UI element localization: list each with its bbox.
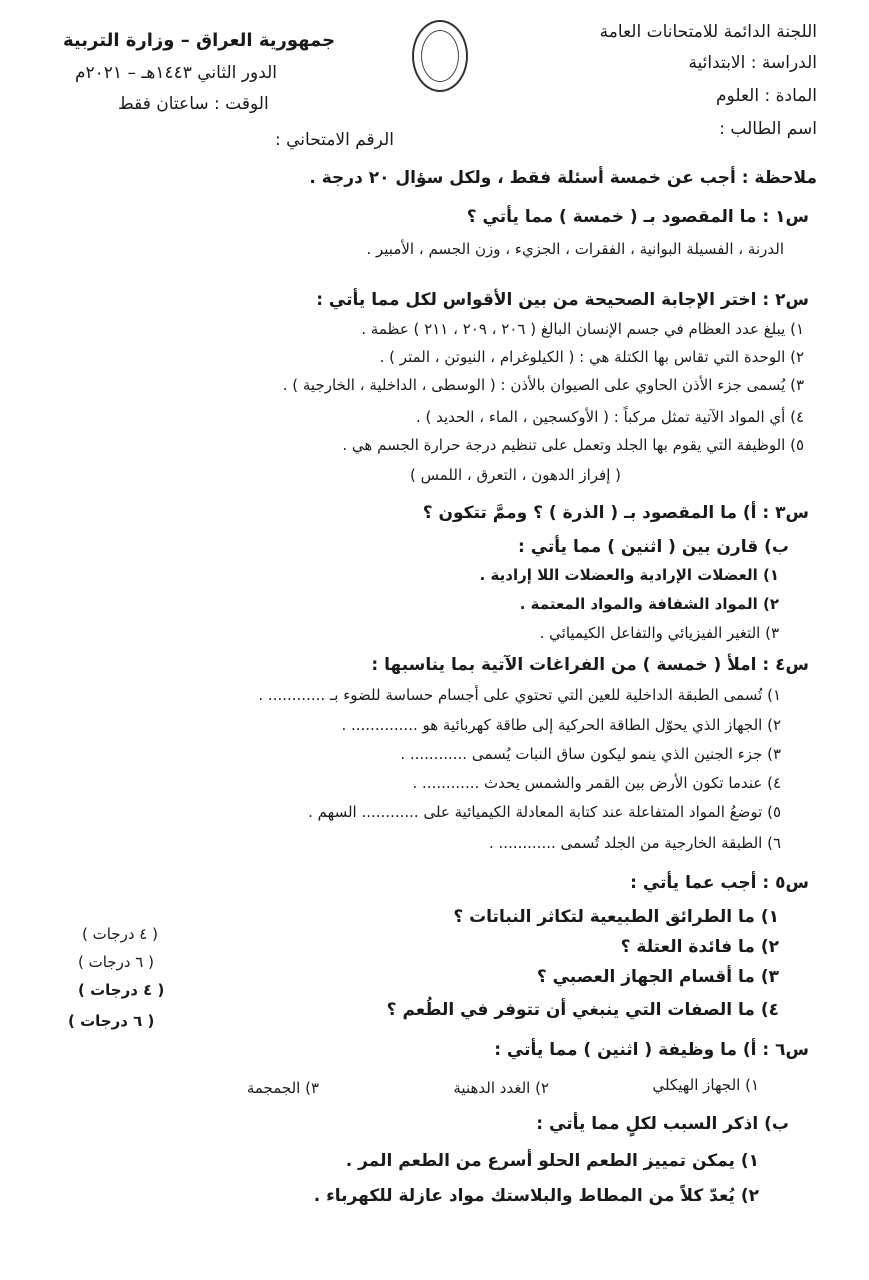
question-5-mark: ( ٦ درجات ) <box>68 1012 155 1030</box>
question-5-item: ٣) ما أقسام الجهاز العصبي ؟ <box>536 967 779 987</box>
question-4-item: ٥) توضعُ المواد المتفاعلة عند كتابة المعادلة الكيميائية على ............ السهم . <box>308 803 781 821</box>
question-2-item: ٢) الوحدة التي تقاس بها الكتلة هي : ( الكيلوغرام ، النيوتن ، المتر ) . <box>379 348 804 366</box>
question-4-item: ٢) الجهاز الذي يحوّل الطاقة الحركية إلى طاقة كهربائية هو .............. . <box>341 716 781 734</box>
student-name-label: اسم الطالب : <box>719 119 817 139</box>
question-3-item: ٢) المواد الشفافة والمواد المعتمة . <box>519 595 779 613</box>
exam-note: ملاحظة : أجب عن خمسة أسئلة فقط ، ولكل سؤال ٢٠ درجة . <box>309 168 817 188</box>
question-6-option: ٣) الجمجمة <box>246 1079 319 1097</box>
question-2-item: ٣) يُسمى جزء الأذن الحاوي على الصيوان بالأذن : ( الوسطى ، الداخلية ، الخارجية ) . <box>282 376 804 394</box>
question-1-terms: الدرنة ، الفسيلة البوانية ، الفقرات ، الجزيء ، وزن الجسم ، الأمبير . <box>366 240 784 258</box>
question-4-item: ٦) الطبقة الخارجية من الجلد تُسمى ............ . <box>489 834 781 852</box>
question-2-item: ٤) أي المواد الآتية تمثل مركباً : ( الأوكسجين ، الماء ، الحديد ) . <box>415 408 804 426</box>
question-4-item: ٤) عندما تكون الأرض بين القمر والشمس يحدث ............ . <box>412 774 781 792</box>
question-6a: س٦ : أ) ما وظيفة ( اثنين ) مما يأتي : <box>494 1040 809 1060</box>
question-4-item: ٣) جزء الجنين الذي ينمو ليكون ساق النبات يُسمى ............ . <box>400 745 781 763</box>
question-4-item: ١) تُسمى الطبقة الداخلية للعين التي تحتوي على أجسام حساسة للضوء بـ ............ . <box>258 686 781 704</box>
question-5-title: س٥ : أجب عما يأتي : <box>630 873 809 893</box>
question-3-item: ١) العضلات الإرادية والعضلات اللا إرادية . <box>479 566 779 584</box>
question-5-item: ٤) ما الصفات التي ينبغي أن تتوفر في الطُعم ؟ <box>386 1000 779 1020</box>
question-2-item: ٥) الوظيفة التي يقوم بها الجلد وتعمل على تنظيم درجة حرارة الجسم هي . <box>342 436 804 454</box>
question-2-title: س٢ : اختر الإجابة الصحيحة من بين الأقواس لكل مما يأتي : <box>316 290 809 310</box>
committee-name: اللجنة الدائمة للامتحانات العامة <box>599 22 817 42</box>
ministry-seal <box>412 20 468 92</box>
question-5-item: ٢) ما فائدة العتلة ؟ <box>620 937 779 957</box>
question-6-item: ١) يمكن تمييز الطعم الحلو أسرع من الطعم المر . <box>345 1151 759 1171</box>
question-6-option: ٢) الغدد الدهنية <box>453 1079 549 1097</box>
question-6b: ب) اذكر السبب لكلٍ مما يأتي : <box>536 1114 789 1134</box>
question-6-option: ١) الجهاز الهيكلي <box>652 1076 759 1094</box>
question-1-title: س١ : ما المقصود بـ ( خمسة ) مما يأتي ؟ <box>466 207 809 227</box>
subject-name: المادة : العلوم <box>716 86 817 106</box>
exam-round: الدور الثاني ١٤٤٣هـ – ٢٠٢١م <box>75 63 278 83</box>
question-5-mark: ( ٦ درجات ) <box>78 953 154 971</box>
exam-time: الوقت : ساعتان فقط <box>118 94 269 114</box>
question-6-item: ٢) يُعدّ كلاً من المطاط والبلاستك مواد عازلة للكهرباء . <box>313 1186 759 1206</box>
question-3-item: ٣) التغير الفيزيائي والتفاعل الكيميائي . <box>539 624 779 642</box>
exam-number-label: الرقم الامتحاني : <box>275 130 394 150</box>
question-5-mark: ( ٤ درجات ) <box>78 981 165 999</box>
question-2-item5-options: ( إفراز الدهون ، التعرق ، اللمس ) <box>410 466 621 484</box>
question-3a: س٣ : أ) ما المقصود بـ ( الذرة ) ؟ وممَّ تتكون ؟ <box>422 503 809 523</box>
question-4-title: س٤ : املأ ( خمسة ) من الفراغات الآتية بما يناسبها : <box>371 655 809 675</box>
country-ministry: جمهورية العراق – وزارة التربية <box>63 30 336 51</box>
question-3b: ب) قارن بين ( اثنين ) مما يأتي : <box>517 537 789 557</box>
question-5-mark: ( ٤ درجات ) <box>82 925 158 943</box>
question-2-item: ١) يبلغ عدد العظام في جسم الإنسان البالغ ( ٢٠٦ ، ٢٠٩ ، ٢١١ ) عظمة . <box>361 320 804 338</box>
study-level: الدراسة : الابتدائية <box>688 53 817 73</box>
question-5-item: ١) ما الطرائق الطبيعية لتكاثر النباتات ؟ <box>453 907 779 927</box>
